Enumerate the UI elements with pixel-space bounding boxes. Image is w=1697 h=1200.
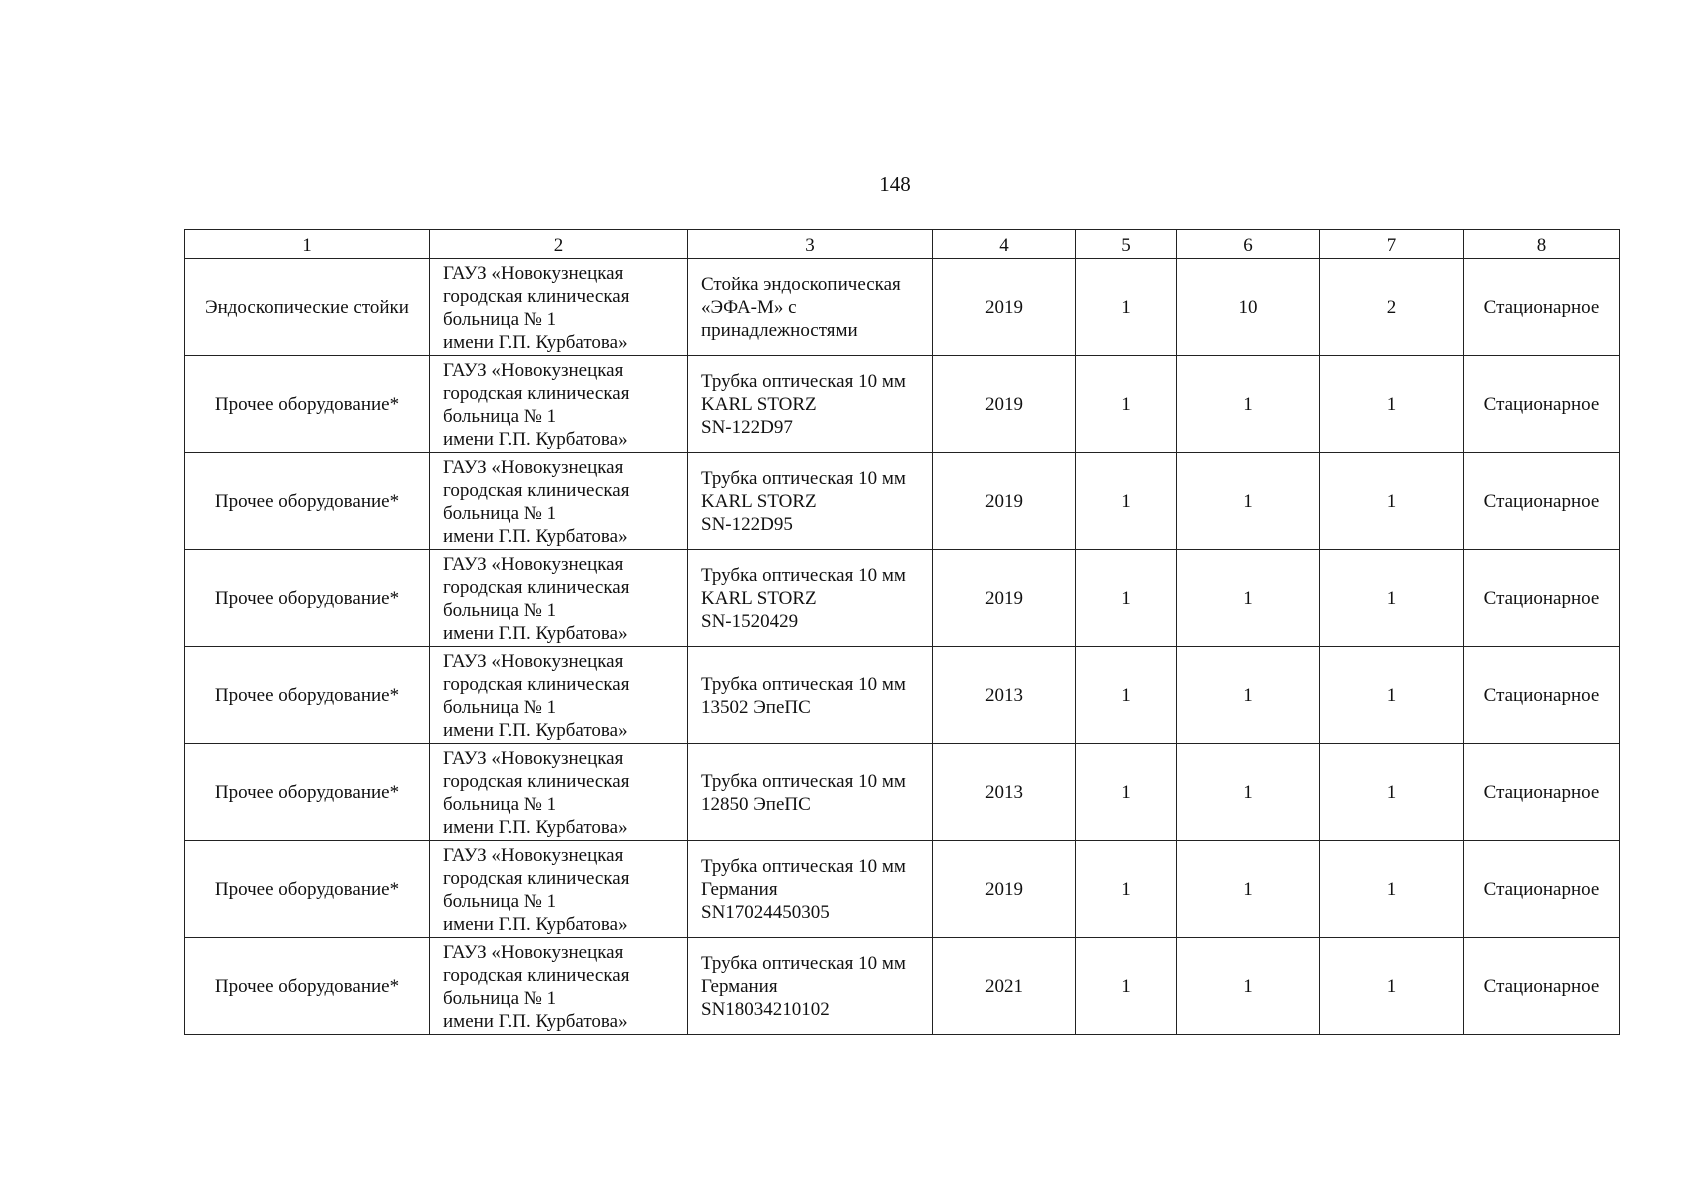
organization-line: больница № 1 (443, 890, 557, 912)
equipment-name-line: Трубка оптическая 10 мм (701, 673, 906, 695)
table-row (185, 744, 1620, 841)
equipment-name-line: SN18034210102 (701, 999, 830, 1020)
organization-cell (430, 356, 688, 453)
equipment-type-cell: Прочее оборудование* (185, 841, 430, 938)
organization-line: городская клиническая (443, 285, 630, 307)
organization-line: имени Г.П. Курбатова» (443, 816, 628, 838)
organization-line: ГАУЗ «Новокузнецкая (443, 456, 624, 478)
organization-cell (430, 938, 688, 1035)
organization-line: городская клиническая (443, 576, 630, 598)
column-header: 3 (688, 230, 933, 259)
year-cell: 2019 (933, 841, 1076, 938)
organization-line: ГАУЗ «Новокузнецкая (443, 650, 624, 672)
equipment-name-line: KARL STORZ (701, 588, 817, 609)
organization-line: больница № 1 (443, 502, 557, 524)
organization-line: больница № 1 (443, 599, 557, 621)
column-7-cell: 1 (1320, 647, 1464, 744)
equipment-name-line: SN-122D97 (701, 417, 793, 438)
equipment-name-line: Трубка оптическая 10 мм (701, 371, 906, 392)
equipment-name-cell (688, 453, 933, 550)
operation-mode-cell: Стационарное (1464, 453, 1620, 550)
organization-line: ГАУЗ «Новокузнецкая (443, 262, 624, 284)
equipment-type-cell: Эндоскопические стойки (185, 259, 430, 356)
column-5-cell: 1 (1076, 453, 1177, 550)
operation-mode-cell: Стационарное (1464, 841, 1620, 938)
operation-mode-cell: Стационарное (1464, 938, 1620, 1035)
organization-line: ГАУЗ «Новокузнецкая (443, 747, 624, 769)
equipment-name-line: Стойка эндоскопическая (701, 274, 901, 295)
column-6-cell: 1 (1177, 938, 1320, 1035)
column-header: 7 (1320, 230, 1464, 259)
equipment-type-cell: Прочее оборудование* (185, 744, 430, 841)
equipment-name-cell (688, 550, 933, 647)
column-header: 5 (1076, 230, 1177, 259)
organization-line: имени Г.П. Курбатова» (443, 1010, 628, 1032)
operation-mode-cell: Стационарное (1464, 356, 1620, 453)
table-row (185, 356, 1620, 453)
year-cell: 2019 (933, 259, 1076, 356)
column-5-cell: 1 (1076, 938, 1177, 1035)
equipment-name-line: принадлежностями (701, 320, 858, 341)
equipment-name-line: SN-122D95 (701, 514, 793, 535)
year-cell: 2013 (933, 744, 1076, 841)
column-header: 8 (1464, 230, 1620, 259)
organization-cell (430, 259, 688, 356)
operation-mode-cell: Стационарное (1464, 744, 1620, 841)
operation-mode-cell: Стационарное (1464, 647, 1620, 744)
table-row (185, 841, 1620, 938)
year-cell: 2013 (933, 647, 1076, 744)
table-row (185, 938, 1620, 1035)
equipment-name-line: Трубка оптическая 10 мм (701, 856, 906, 877)
equipment-name-cell (688, 356, 933, 453)
equipment-name-cell (688, 259, 933, 356)
organization-line: ГАУЗ «Новокузнецкая (443, 359, 624, 381)
header-row (185, 230, 1620, 259)
column-6-cell: 1 (1177, 744, 1320, 841)
page-number: 148 (879, 172, 911, 196)
organization-line: имени Г.П. Курбатова» (443, 913, 628, 935)
organization-line: больница № 1 (443, 793, 557, 815)
column-6-cell: 1 (1177, 841, 1320, 938)
column-5-cell: 1 (1076, 647, 1177, 744)
table-row (185, 550, 1620, 647)
table-body (185, 259, 1620, 1035)
table-row (185, 647, 1620, 744)
column-header: 6 (1177, 230, 1320, 259)
equipment-table (184, 229, 1620, 1035)
equipment-name-line: Трубка оптическая 10 мм (701, 953, 906, 974)
equipment-name-line: Германия (701, 976, 778, 997)
organization-cell (430, 647, 688, 744)
year-cell: 2019 (933, 550, 1076, 647)
table-row (185, 259, 1620, 356)
column-5-cell: 1 (1076, 259, 1177, 356)
year-cell: 2019 (933, 356, 1076, 453)
equipment-name-line: Германия (701, 879, 778, 900)
organization-line: имени Г.П. Курбатова» (443, 622, 628, 644)
column-7-cell: 1 (1320, 453, 1464, 550)
equipment-name-cell (688, 647, 933, 744)
equipment-type-cell: Прочее оборудование* (185, 356, 430, 453)
organization-line: имени Г.П. Курбатова» (443, 428, 628, 450)
column-5-cell: 1 (1076, 744, 1177, 841)
equipment-name-line: 13502 ЭпеПС (701, 696, 811, 718)
column-7-cell: 1 (1320, 550, 1464, 647)
column-5-cell: 1 (1076, 841, 1177, 938)
equipment-name-line: KARL STORZ (701, 394, 817, 415)
organization-line: ГАУЗ «Новокузнецкая (443, 553, 624, 575)
equipment-name-line: Трубка оптическая 10 мм (701, 468, 906, 489)
organization-line: больница № 1 (443, 987, 557, 1009)
column-header: 4 (933, 230, 1076, 259)
organization-line: городская клиническая (443, 867, 630, 889)
organization-line: городская клиническая (443, 479, 630, 501)
organization-line: имени Г.П. Курбатова» (443, 331, 628, 353)
column-5-cell: 1 (1076, 550, 1177, 647)
column-6-cell: 1 (1177, 647, 1320, 744)
column-6-cell: 10 (1177, 259, 1320, 356)
equipment-name-cell (688, 841, 933, 938)
column-7-cell: 1 (1320, 938, 1464, 1035)
organization-line: ГАУЗ «Новокузнецкая (443, 941, 624, 963)
equipment-type-cell: Прочее оборудование* (185, 938, 430, 1035)
equipment-type-cell: Прочее оборудование* (185, 647, 430, 744)
equipment-name-line: KARL STORZ (701, 491, 817, 512)
equipment-name-line: SN17024450305 (701, 902, 830, 923)
organization-line: городская клиническая (443, 382, 630, 404)
column-header: 1 (185, 230, 430, 259)
organization-line: больница № 1 (443, 696, 557, 718)
column-7-cell: 1 (1320, 841, 1464, 938)
equipment-name-line: Трубка оптическая 10 мм (701, 770, 906, 792)
column-7-cell: 2 (1320, 259, 1464, 356)
year-cell: 2021 (933, 938, 1076, 1035)
organization-line: городская клиническая (443, 770, 630, 792)
year-cell: 2019 (933, 453, 1076, 550)
column-7-cell: 1 (1320, 356, 1464, 453)
equipment-name-cell (688, 744, 933, 841)
organization-cell (430, 841, 688, 938)
column-7-cell: 1 (1320, 744, 1464, 841)
organization-cell (430, 744, 688, 841)
organization-cell (430, 453, 688, 550)
equipment-type-cell: Прочее оборудование* (185, 550, 430, 647)
equipment-name-line: «ЭФА-М» с (701, 297, 797, 318)
organization-line: имени Г.П. Курбатова» (443, 525, 628, 547)
organization-cell (430, 550, 688, 647)
organization-line: городская клиническая (443, 964, 630, 986)
organization-line: городская клиническая (443, 673, 630, 695)
equipment-name-cell (688, 938, 933, 1035)
operation-mode-cell: Стационарное (1464, 550, 1620, 647)
operation-mode-cell: Стационарное (1464, 259, 1620, 356)
column-6-cell: 1 (1177, 356, 1320, 453)
equipment-name-line: SN-1520429 (701, 611, 799, 632)
organization-line: больница № 1 (443, 308, 557, 330)
organization-line: имени Г.П. Курбатова» (443, 719, 628, 741)
column-6-cell: 1 (1177, 550, 1320, 647)
column-header: 2 (430, 230, 688, 259)
equipment-name-line: 12850 ЭпеПС (701, 793, 811, 815)
column-6-cell: 1 (1177, 453, 1320, 550)
equipment-name-line: Трубка оптическая 10 мм (701, 565, 906, 586)
organization-line: больница № 1 (443, 405, 557, 427)
organization-line: ГАУЗ «Новокузнецкая (443, 844, 624, 866)
table-row (185, 453, 1620, 550)
equipment-type-cell: Прочее оборудование* (185, 453, 430, 550)
column-5-cell: 1 (1076, 356, 1177, 453)
